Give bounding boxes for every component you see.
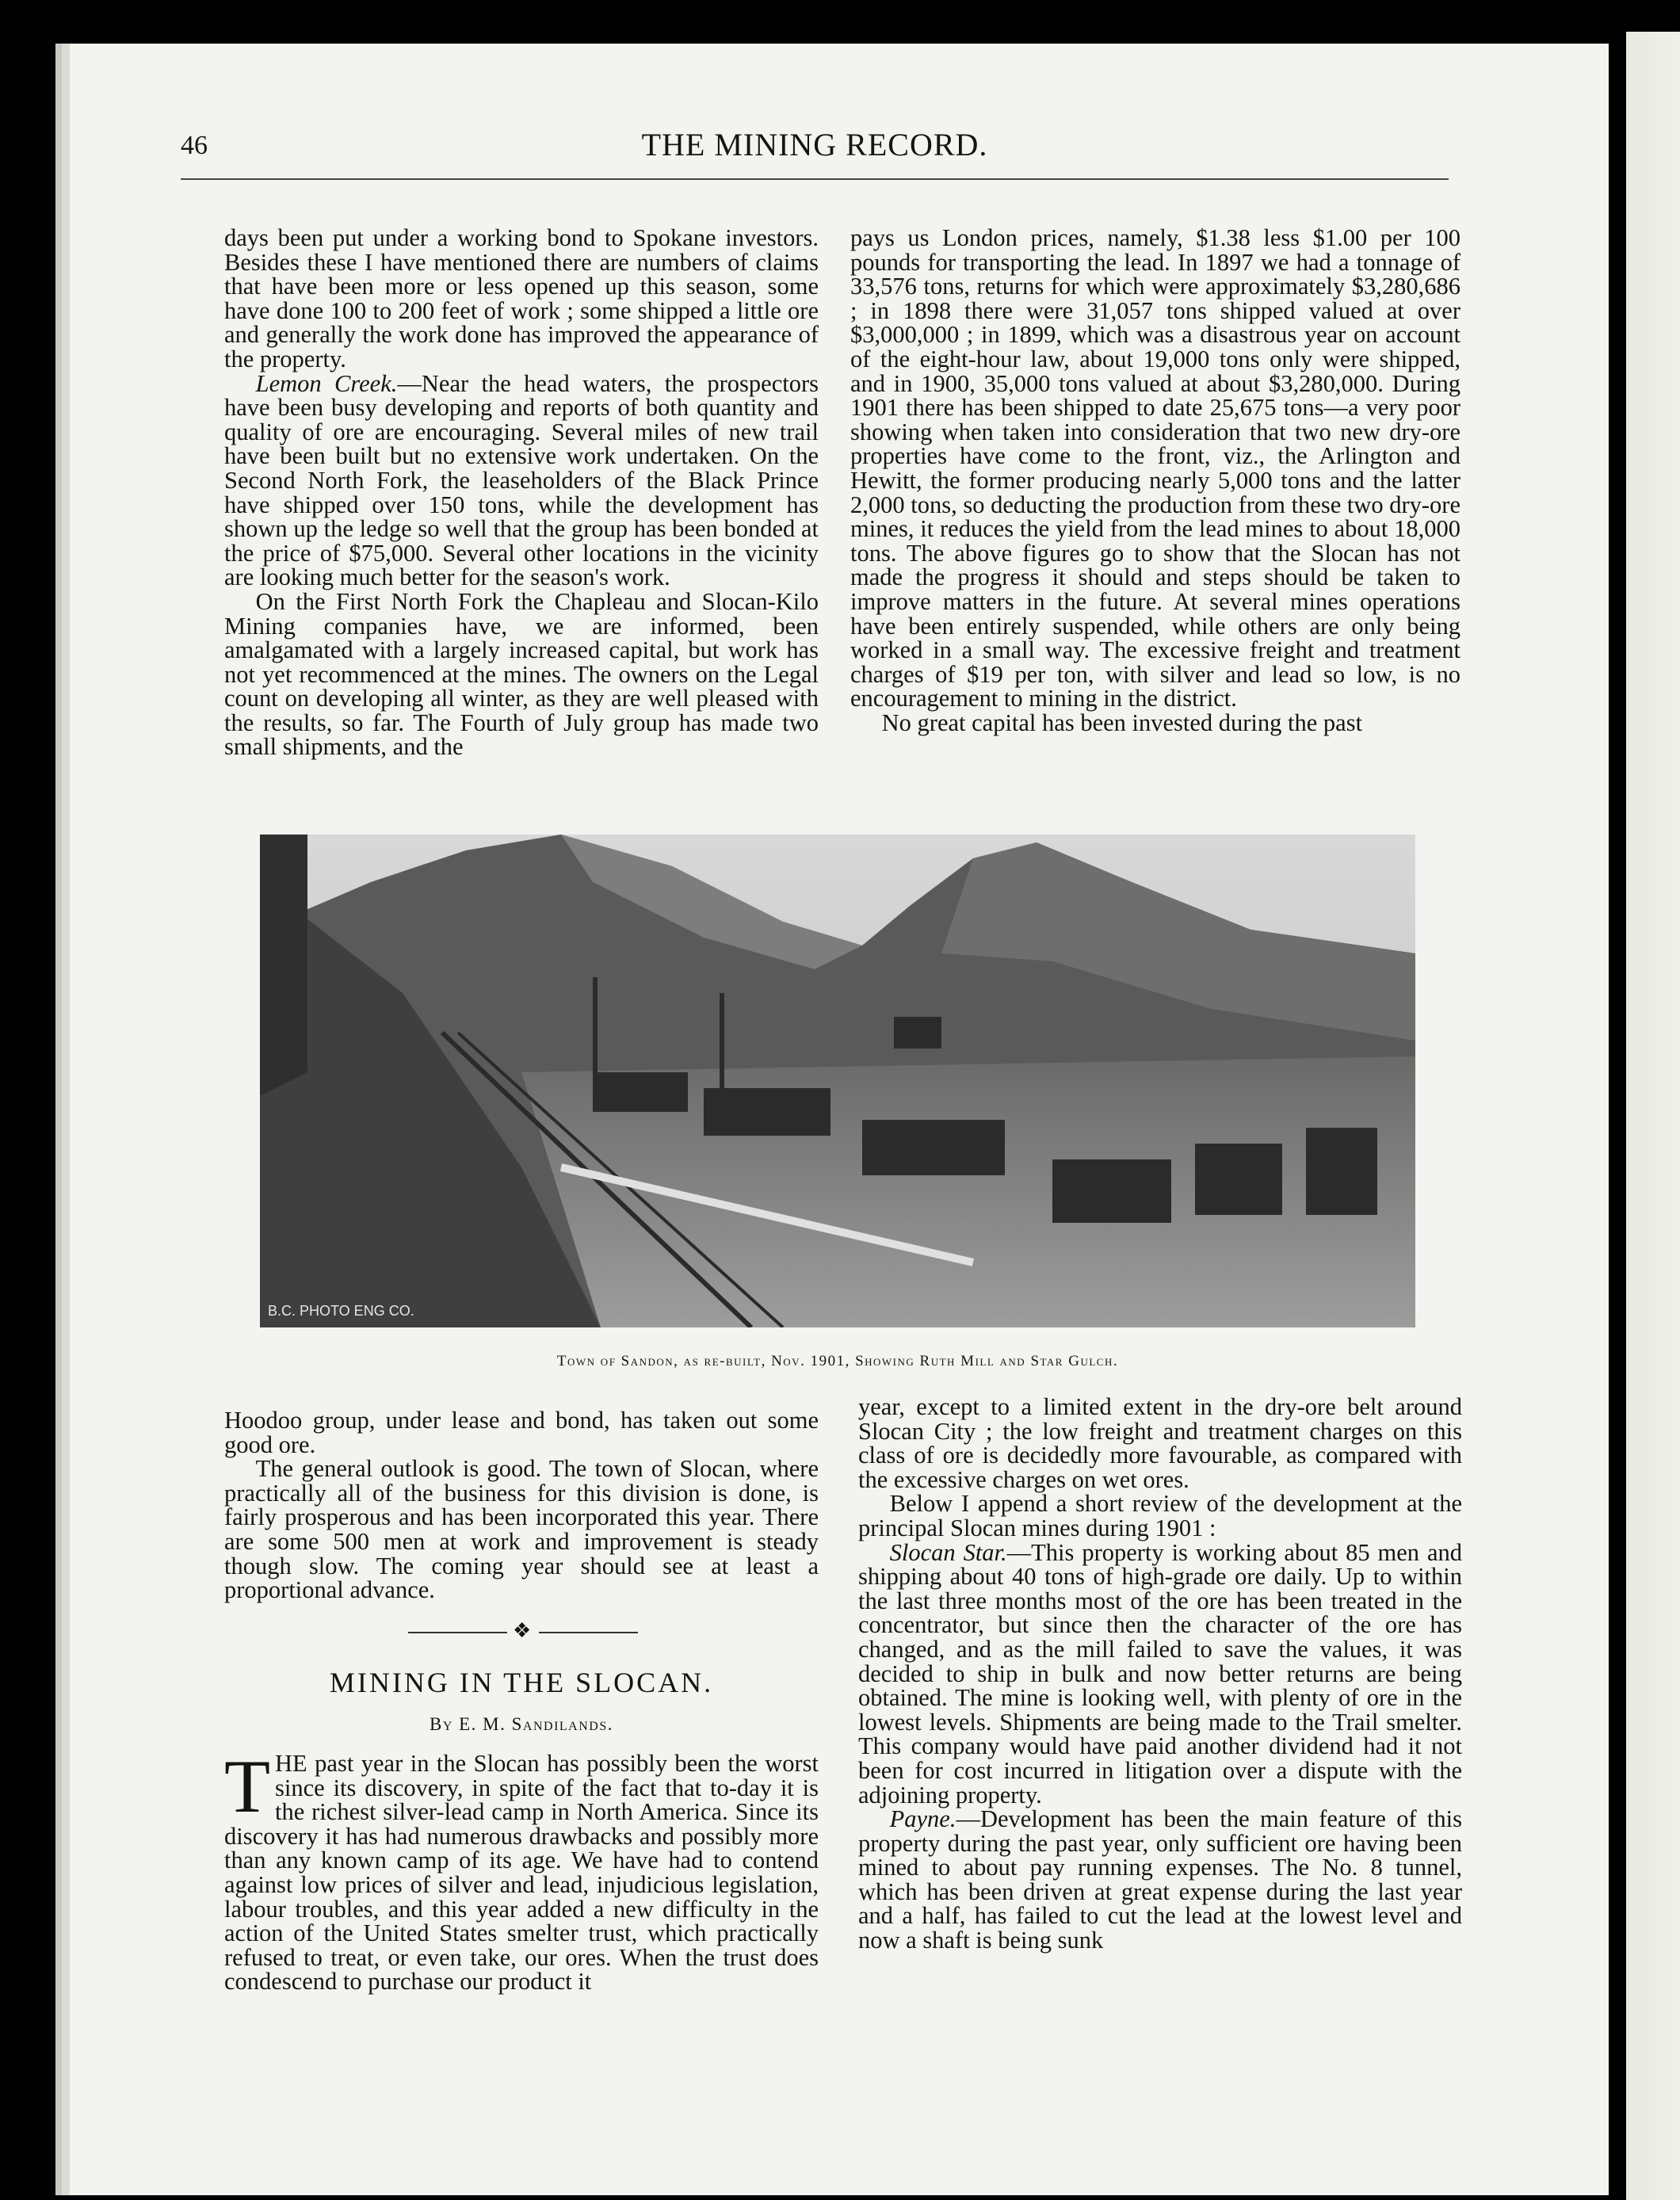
paragraph: The general outlook is good. The town of Slocan, where practically all of the business for this division is done, is fairly prosperous and has been incorporated this year. There are some 500 men at work and improvement is steady though slow. The coming year should see at least a proportional advance. xyxy=(224,1455,819,1604)
section-lead: Lemon Creek. xyxy=(255,369,398,397)
paragraph-text: —This property is working about 85 men and shipping about 40 tons of high-grade ore daily. Up to within the last three months most of the ore has been treated in the concentrator, but since then the character of the ore has changed, and as the mill failed to save the values, it was decided to ship in bulk and now better returns are being obtained. The mine is looking well, with plenty of ore in the lowest levels. Shipments are being made to the Trail smelter. This company would have paid another dividend had it not been for cost incurred in litigation over a dispute with the adjoining property. xyxy=(858,1538,1462,1809)
paragraph-text: —Near the head waters, the prospectors have been busy developing and reports of both quantity and quality of ore are encouraging. Several miles of new trail have been built but no extensive work undertaken. On the Second North Fork, the leaseholders of the Black Prince have shipped over 150 tons, while the development has shown up the ledge so well that the group has been bonded at the price of $75,000. Several other locations in the vicinity are looking much better for the season's work. xyxy=(224,369,819,591)
section-lead: Payne. xyxy=(889,1805,956,1833)
paragraph: pays us London prices, namely, $1.38 less $1.00 per 100 pounds for transporting the lead. In 1897 we had a tonnage of 33,576 tons, returns for which were approximately $3,280,686 ; in 1898 there were 31,057 tons shipped valued at over $3,000,000 ; in 1899, which was a disastrous year on account of the eight-hour law, about 19,000 tons only were shipped, and in 1900, 35,000 tons valued at about $3,280,000. During 1901 there has been shipped to date 25,675 tons—a very poor showing when taken into consideration that two new dry-ore properties have come to the front, viz., the Arlington and Hewitt, the former producing nearly 5,000 tons and the latter 2,000 tons, so deducting the production from these two dry-ore mines, it reduces the yield from the lead mines to about 18,000 tons. The above figures go to show that the Slocan has not made the progress it should and steps should be taken to improve matters in the future. At several mines operations have been entirely suspended, while others are only being worked in a small way. The excessive freight and treatment charges of $19 per ton, with silver and lead so low, is no encouragement to mining in the district. xyxy=(850,224,1460,712)
paragraph: No great capital has been invested during the past xyxy=(881,709,1363,736)
article-paragraph xyxy=(224,1744,819,1996)
section-lead: Slocan Star. xyxy=(889,1538,1007,1566)
article-title: MINING IN THE SLOCAN. xyxy=(329,1667,714,1698)
page-number: 46 xyxy=(181,131,208,160)
article-body xyxy=(224,1744,819,1996)
drop-cap: T xyxy=(224,1744,271,1828)
photo-illustration xyxy=(260,835,1415,1327)
ornament-rule-left xyxy=(408,1632,507,1633)
paragraph: On the First North Fork the Chapleau and Slocan-Kilo Mining companies have, we are informed, been amalgamated with a largely increased capital, but work has not yet recommenced at the mines. The owners on the Legal count on developing all winter, as they are well pleased with the results, so far. The Fourth of July group has made two small shipments, and the xyxy=(224,587,819,761)
photo-caption: Town of Sandon, as re-built, Nov. 1901, Showing Ruth Mill and Star Gulch. xyxy=(556,1353,1119,1369)
sandon-photograph xyxy=(260,835,1415,1327)
paragraph-slocan-star xyxy=(858,1538,1462,1809)
article-byline: By E. M. Sandilands. xyxy=(429,1714,613,1734)
page-header xyxy=(181,101,1449,164)
paragraph-text: —Development has been the main feature of this property during the past year, only sufficient ore having been mined to about pay running expenses. The No. 8 tunnel, which has been driven at great expense during the last year and a half, has failed to cut the lead at the lowest level and now a shaft is being sunk xyxy=(858,1805,1462,1954)
column-bottom-left xyxy=(224,1408,819,1602)
paragraph: Hoodoo group, under lease and bond, has taken out some good ore. xyxy=(224,1407,819,1458)
column-bottom-right xyxy=(858,1395,1462,1953)
header-rule xyxy=(181,178,1449,180)
paragraph-text: HE past year in the Slocan has possibly been the worst since its discovery, in spite of the fact that to-day it is the richest silver-lead camp in North America. Since its discovery it has had numerous drawbacks and possibly more than any known camp of its age. We have had to contend against low prices of silver and lead, injudicious legislation, labour troubles, and this year added a new difficulty in the action of the United States smelter trust, which practically refused to treat, or even take, our ores. When the trust does condescend to purchase our product it xyxy=(224,1750,819,1996)
column-top-left xyxy=(224,226,819,759)
paragraph: Below I append a short review of the development at the principal Slocan mines during 1901 : xyxy=(858,1490,1462,1541)
ornament-rule-right xyxy=(539,1632,638,1633)
paragraph: year, except to a limited extent in the dry-ore belt around Slocan City ; the low freight and treatment charges on this class of ore is decidedly more favourable, as compared with the excessive charges on wet ores. xyxy=(858,1393,1462,1493)
section-ornament xyxy=(408,1619,638,1642)
next-page-edge xyxy=(1609,32,1680,2200)
column-top-right xyxy=(850,226,1460,735)
running-head: THE MINING RECORD. xyxy=(641,127,988,162)
paragraph: days been put under a working bond to Spokane investors. Besides these I have mentioned there are numbers of claims that have been more or less opened up this season, some have done 100 to 200 feet of work ; some shipped a little ore and generally the work done has improved the appearance of the property. xyxy=(224,224,819,372)
ornament-mark: ❖ xyxy=(513,1619,532,1642)
paragraph-payne xyxy=(858,1807,1462,1953)
photo-credit: B.C. PHOTO ENG CO. xyxy=(268,1303,414,1319)
paragraph-lemon-creek xyxy=(224,369,819,591)
